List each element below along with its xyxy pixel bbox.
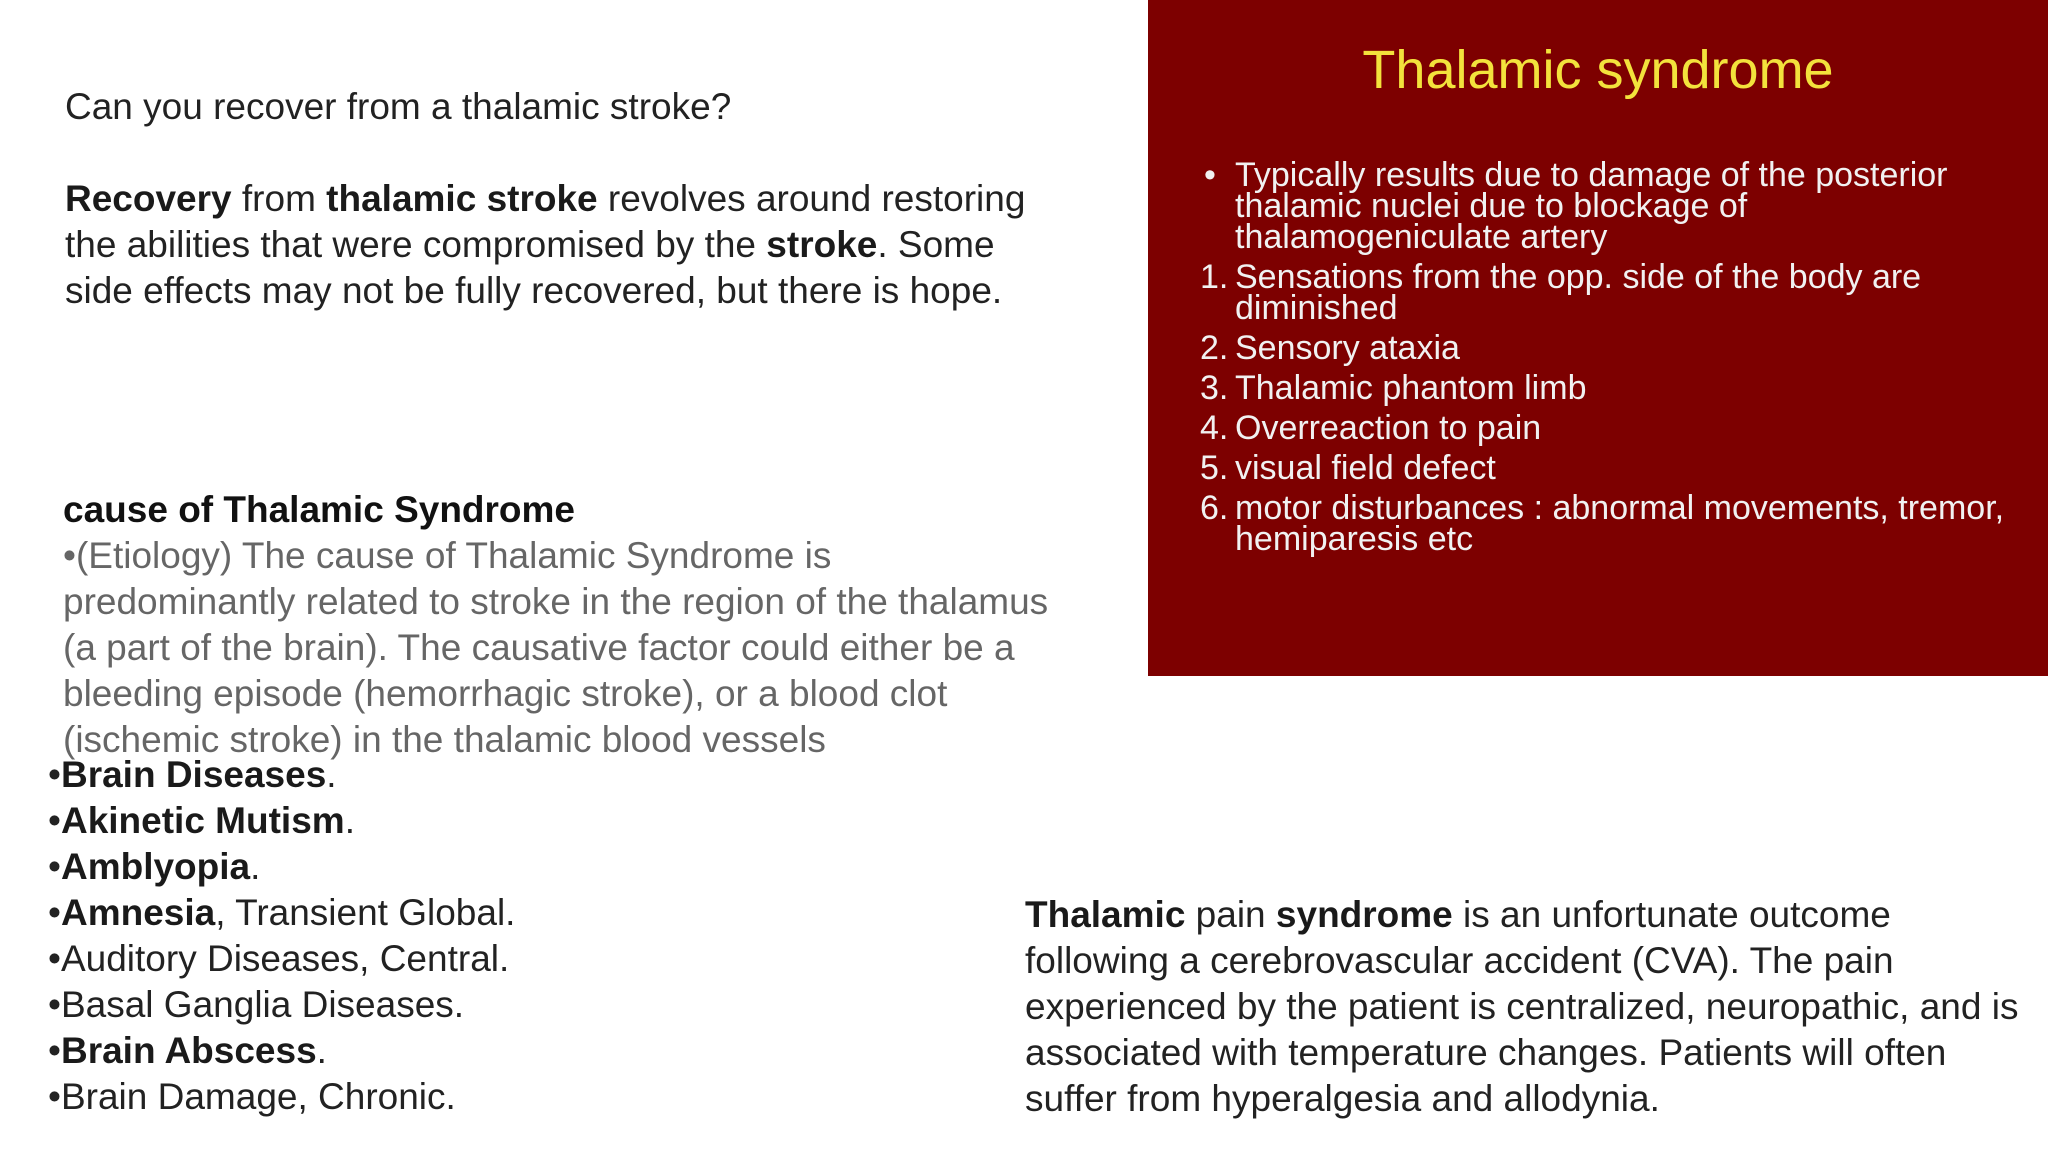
slide-item-marker: 2. xyxy=(1200,329,1229,367)
pain-syndrome-paragraph xyxy=(1025,892,2035,1122)
disease-text: . xyxy=(344,800,355,841)
list-item: •Auditory Diseases, Central. xyxy=(48,938,510,979)
disease-text: Brain Damage, Chronic. xyxy=(60,1076,456,1117)
slide-item-text: Sensations from the opp. side of the body are diminished xyxy=(1235,258,1922,327)
list-item: •Brain Damage, Chronic. xyxy=(48,1076,456,1117)
list-item: •Basal Ganglia Diseases. xyxy=(48,984,465,1025)
slide-list-item xyxy=(1200,409,2030,447)
recovery-section xyxy=(65,84,1065,314)
disease-text: Auditory Diseases, Central. xyxy=(60,938,510,979)
disease-bold: Amnesia xyxy=(60,892,216,933)
slide-list-item xyxy=(1200,449,2030,487)
slide-item-text: Thalamic phantom limb xyxy=(1235,369,1587,407)
slide-item-marker: 3. xyxy=(1200,369,1229,407)
list-item: •Brain Abscess. xyxy=(48,1030,327,1071)
slide-item-marker: • xyxy=(1204,156,1216,194)
disease-bold: Amblyopia xyxy=(60,846,251,887)
list-item: •Akinetic Mutism. xyxy=(48,800,355,841)
recovery-answer xyxy=(65,176,1065,314)
recovery-text-3: . Some side effects may not be fully recovered, but there is hope. xyxy=(65,224,1003,311)
slide-list xyxy=(1200,156,2030,564)
slide-item-text: motor disturbances : abnormal movements, tremor, hemiparesis etc xyxy=(1235,489,2005,558)
list-item: •Amblyopia. xyxy=(48,846,261,887)
slide-list-item xyxy=(1200,258,2030,327)
cause-section xyxy=(63,487,1063,763)
pain-bold-2: syndrome xyxy=(1275,894,1453,935)
disease-text: Basal Ganglia Diseases. xyxy=(60,984,465,1025)
disease-bold: Brain Abscess xyxy=(60,1030,317,1071)
slide-list-item xyxy=(1200,329,2030,367)
slide-item-text: Overreaction to pain xyxy=(1235,409,1542,447)
disease-text: . xyxy=(250,846,261,887)
thalamic-syndrome-slide xyxy=(1148,0,2048,676)
disease-bold: Brain Diseases xyxy=(60,754,327,795)
pain-text-1: pain xyxy=(1185,894,1276,935)
recovery-question: Can you recover from a thalamic stroke? xyxy=(65,86,732,127)
slide-item-text: Sensory ataxia xyxy=(1235,329,1460,367)
recovery-bold-2: thalamic stroke xyxy=(326,178,598,219)
list-item: •Brain Diseases. xyxy=(48,754,337,795)
recovery-text-1: from xyxy=(231,178,327,219)
disease-bold: Akinetic Mutism xyxy=(60,800,345,841)
disease-list xyxy=(48,752,515,1120)
recovery-text-2: revolves around restoring the abilities that were compromised by the xyxy=(65,178,1026,265)
list-item: •Amnesia, Transient Global. xyxy=(48,892,516,933)
slide-list-item xyxy=(1200,369,2030,407)
slide-item-marker: 6. xyxy=(1200,489,1229,527)
disease-text: . xyxy=(326,754,337,795)
slide-list-item xyxy=(1200,156,2030,256)
cause-heading: cause of Thalamic Syndrome xyxy=(63,489,576,530)
slide-list-item xyxy=(1200,489,2030,558)
cause-etiology: •(Etiology) The cause of Thalamic Syndrome is predominantly related to stroke in the region of the thalamus (a part of the brain). The causative factor could either be a bleeding episode (hemorrhagic stroke), or a blood clot (ischemic stroke) in the thalamic blood vessels xyxy=(63,535,1049,760)
slide-item-marker: 4. xyxy=(1200,409,1229,447)
disease-text: . xyxy=(316,1030,327,1071)
recovery-bold-1: Recovery xyxy=(65,178,232,219)
recovery-bold-3: stroke xyxy=(766,224,878,265)
slide-item-text: Typically results due to damage of the posterior thalamic nuclei due to blockage of thalamogeniculate artery xyxy=(1235,156,1948,256)
slide-item-text: visual field defect xyxy=(1235,449,1496,487)
pain-bold-1: Thalamic xyxy=(1025,894,1186,935)
pain-text-2: is an unfortunate outcome following a cerebrovascular accident (CVA). The pain experienced by the patient is centralized, neuropathic, and is associated with temperature changes. Patients will often suffer from hyperalgesia and allodynia. xyxy=(1025,894,2019,1119)
slide-item-marker: 1. xyxy=(1200,258,1229,296)
slide-title: Thalamic syndrome xyxy=(1362,40,1834,100)
disease-text: , Transient Global. xyxy=(215,892,516,933)
slide-item-marker: 5. xyxy=(1200,449,1229,487)
